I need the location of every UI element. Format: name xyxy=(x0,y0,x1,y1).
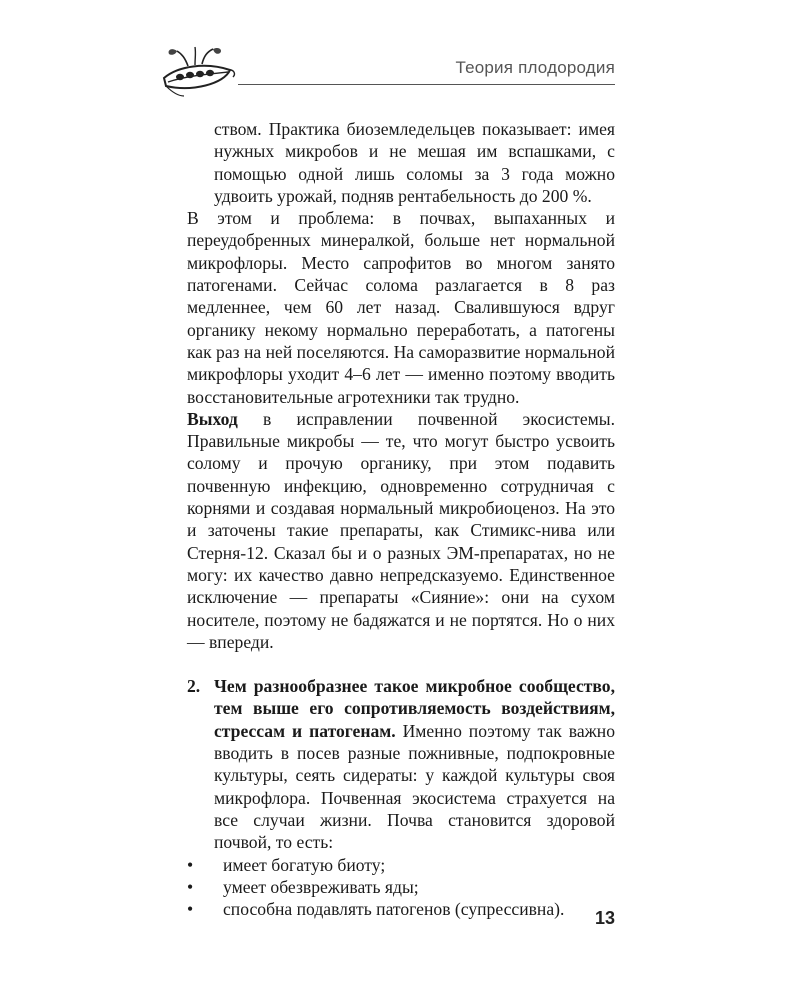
bullet-icon: • xyxy=(187,876,194,897)
bullet-icon: • xyxy=(187,899,194,920)
bullet-icon: • xyxy=(187,854,194,875)
list-item xyxy=(187,898,615,920)
list-item-text: способна подавлять патогенов (супрессивна). xyxy=(223,899,565,920)
page-header xyxy=(158,44,615,104)
page-number: 13 xyxy=(594,908,615,928)
paragraph-solution-text: в исправлении почвенной экосистемы. Правильные микробы — те, что могут быстро усвоить солому и прочую органику, при этом подавить почвенную инфекцию, одновременно сотрудничая с корнями и создавая нормальный микробиоценоз. На это и заточены такие препараты, как Стимикс-нива или Стерня-12. Сказал бы и о разных ЭМ-препаратах, но не могу: их качество давно непредсказуемо. Единственное исключение — препараты «Сияние»: они на сухом носителе, поэтому не бадяжатся и не портятся. Но о них — впереди. xyxy=(187,408,615,652)
sprouting-peapod-logo xyxy=(158,44,238,104)
paragraph-solution xyxy=(187,408,615,653)
list-item xyxy=(187,876,615,898)
list-item xyxy=(187,854,615,876)
paragraph-gap xyxy=(187,653,615,675)
paragraph-problem: В этом и проблема: в почвах, выпаханных и переудобренных минералкой, больше нет нормальной микрофлоры. Место сапрофитов во многом занято патогенами. Сейчас солома разлагается в 8 раз медленнее, чем 60 лет назад. Свалившуюся вдруг органику некому нормально переработать, а патогены как раз на ней поселяются. На саморазвитие нормальной микрофлоры уходит 4–6 лет — именно поэтому вводить восстановительные агротехники так трудно. xyxy=(187,208,615,407)
header-rule xyxy=(238,84,615,85)
page-body xyxy=(187,118,615,920)
item-number: 2. xyxy=(187,676,201,697)
paragraph-continued: ством. Практика биоземледельцев показывает: имея нужных микробов и не мешая им вспашками, с помощью одной лишь соломы за 3 года можно удвоить урожай, подняв рентабельность до 200 %. xyxy=(214,119,615,206)
paragraph-solution-lead: Выход xyxy=(187,408,238,429)
running-title: Теория плодородия xyxy=(455,58,615,77)
list-item-text: умеет обезвреживать яды; xyxy=(223,876,419,897)
numbered-item-2 xyxy=(187,675,615,853)
list-item-text: имеет богатую биоту; xyxy=(223,854,386,875)
item-lead: Чем разнообразнее такое микробное сообщество, тем выше его сопротивляемость воздействиям, стрессам и патогенам. xyxy=(214,676,615,741)
bullet-list xyxy=(187,854,615,921)
item-text: Именно поэтому так важно вводить в посев разные пожнивные, подпокровные культуры, сеять сидераты: у каждой культуры своя микрофлора. Почвенная экосистема страхуется на все случаи жизни. Почва становится здоровой почвой, то есть: xyxy=(214,720,615,853)
